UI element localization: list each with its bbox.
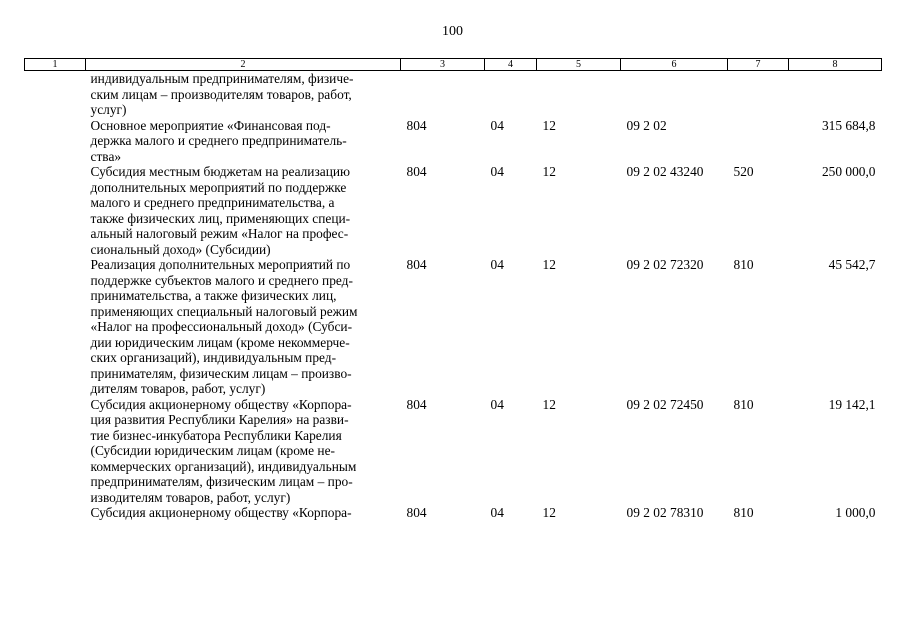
cell-ministry-code: 804: [406, 164, 427, 179]
name-line: ским лицам – производителям товаров, работ,: [90, 86, 352, 102]
cell-name: [86, 397, 401, 506]
cell-subsection: 12: [542, 505, 556, 520]
cell-section: 04: [490, 164, 504, 179]
name-line: альный налоговый режим «Налог на профес-: [90, 226, 349, 241]
column-header: 3: [401, 59, 485, 71]
table-row: [25, 397, 882, 506]
table-row: [25, 257, 882, 397]
column-header: 1: [25, 59, 86, 71]
cell-expense-type: 810: [733, 396, 754, 412]
column-header: 8: [789, 59, 882, 71]
table-row: [25, 71, 882, 118]
name-line: применяющих специальный налоговый режим: [90, 303, 358, 319]
name-line: сиональный доход» (Субсидии): [90, 241, 271, 257]
name-line: принимателям, физическим лицам – произво-: [90, 365, 352, 381]
name-line: поддержке субъектов малого и среднего пред-: [90, 272, 353, 288]
name-line: тие бизнес-инкубатора Республики Карелия: [90, 427, 342, 443]
cell-target-article: 09 2 02 72450: [626, 396, 704, 412]
name-line: предпринимателям, физическим лицам – про-: [90, 474, 353, 489]
column-header: 6: [621, 59, 728, 71]
cell-section: 04: [490, 505, 504, 520]
name-line: Субсидия акционерному обществу «Корпора-: [90, 396, 352, 412]
name-line: индивидуальным предпринимателям, физиче-: [90, 71, 354, 86]
cell-col1: [25, 505, 86, 521]
cell-target-article: 09 2 02 78310: [626, 505, 704, 520]
cell-amount: 19 142,1: [828, 396, 876, 412]
cell-name: [86, 505, 401, 521]
page-number: 100: [442, 24, 463, 39]
cell-target-article: 09 2 02 43240: [626, 164, 704, 179]
cell-target-article: [621, 71, 728, 118]
cell-col1: [25, 164, 86, 257]
cell-expense-type: [728, 71, 789, 118]
cell-expense-type: [728, 118, 789, 165]
cell-section: 04: [490, 396, 504, 412]
cell-amount: 315 684,8: [821, 117, 876, 133]
cell-col1: [25, 118, 86, 165]
name-line: Основное мероприятие «Финансовая под-: [90, 117, 331, 133]
cell-name: [86, 71, 401, 118]
name-line: коммерческих организаций), индивидуальным: [90, 458, 357, 474]
cell-ministry-code: 804: [406, 257, 427, 272]
cell-name: [86, 164, 401, 257]
name-line: ция развития Республики Карелия» на разви-: [90, 412, 349, 427]
cell-section: 04: [490, 117, 504, 133]
cell-expense-type: 810: [733, 505, 754, 520]
cell-section: 04: [490, 257, 504, 272]
name-line: также физических лиц, применяющих специ-: [90, 210, 351, 226]
cell-name: [86, 118, 401, 165]
cell-ministry-code: 804: [406, 505, 427, 520]
cell-ministry-code: 804: [406, 117, 427, 133]
name-line: Субсидия акционерному обществу «Корпора-: [90, 505, 352, 520]
cell-amount: 45 542,7: [828, 257, 876, 272]
name-line: Реализация дополнительных мероприятий по: [90, 257, 351, 272]
cell-amount: [789, 71, 882, 118]
cell-target-article: 09 2 02 72320: [626, 257, 704, 272]
cell-col1: [25, 397, 86, 506]
cell-section: [485, 71, 537, 118]
name-line: «Налог на профессиональный доход» (Субси-: [90, 319, 353, 334]
column-header: 7: [728, 59, 789, 71]
cell-expense-type: 520: [733, 164, 754, 179]
cell-subsection: 12: [542, 396, 556, 412]
column-header: 4: [485, 59, 537, 71]
cell-col1: [25, 257, 86, 397]
name-line: ских организаций), индивидуальным пред-: [90, 350, 337, 365]
cell-ministry-code: 804: [406, 396, 427, 412]
table-body: [25, 71, 882, 521]
cell-expense-type: 810: [733, 257, 754, 272]
column-header: 2: [86, 59, 401, 71]
cell-amount: 250 000,0: [821, 164, 876, 179]
cell-col1: [25, 71, 86, 118]
name-line: держка малого и среднего предприниматель-: [90, 133, 347, 148]
table-row: [25, 164, 882, 257]
cell-subsection: 12: [542, 117, 556, 133]
name-line: дополнительных мероприятий по поддержке: [90, 179, 347, 195]
name-line: малого и среднего предпринимательства, а: [90, 195, 335, 210]
column-header: 5: [537, 59, 621, 71]
name-line: принимательства, а также физических лиц,: [90, 288, 337, 303]
name-line: Субсидия местным бюджетам на реализацию: [90, 164, 351, 179]
cell-subsection: 12: [542, 164, 556, 179]
cell-subsection: [537, 71, 621, 118]
table-row: [25, 505, 882, 521]
column-number-row: [25, 59, 882, 71]
cell-target-article: 09 2 02: [626, 117, 667, 133]
name-line: услуг): [90, 102, 127, 117]
name-line: дителям товаров, работ, услуг): [90, 381, 266, 396]
name-line: изводителям товаров, работ, услуг): [90, 489, 291, 505]
cell-amount: 1 000,0: [835, 505, 876, 520]
name-line: дии юридическим лицам (кроме некоммерче-: [90, 334, 350, 350]
budget-table: [24, 58, 882, 521]
table-row: [25, 118, 882, 165]
cell-name: [86, 257, 401, 397]
name-line: ства»: [90, 148, 122, 164]
cell-subsection: 12: [542, 257, 556, 272]
name-line: (Субсидии юридическим лицам (кроме не-: [90, 443, 335, 458]
cell-ministry-code: [401, 71, 485, 118]
